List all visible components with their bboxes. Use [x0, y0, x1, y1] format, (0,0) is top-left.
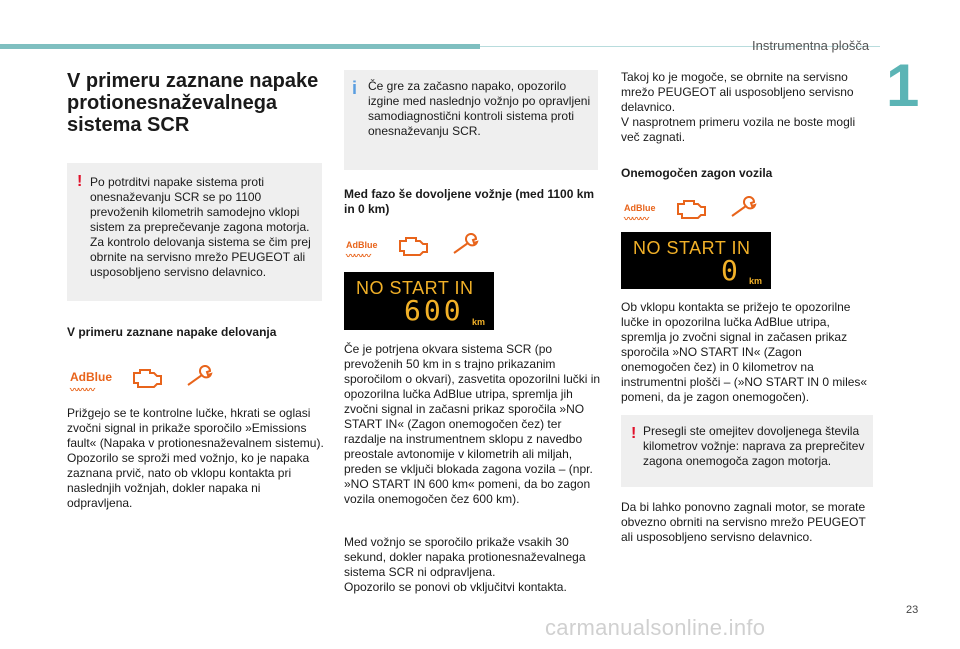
engine-icon: [396, 233, 432, 257]
no-start-display-0: [621, 232, 771, 289]
start-disabled-subheading: Onemogočen zagon vozila: [621, 166, 773, 180]
warning-box-left: [67, 163, 322, 301]
display-unit: km: [749, 276, 763, 286]
page-number: 23: [906, 604, 919, 616]
reminder-description: Med vožnjo se sporočilo prikaže vsakih 30 sekund, dokler napaka protionesnaževalnega sistema SCR ni odpravljena. Opozorilo se ponovi ob vključitvi kontakta.: [344, 535, 586, 594]
adblue-icon: AdBlue 〰〰〰: [70, 370, 112, 395]
display-value: 600: [404, 294, 464, 327]
display-value: 0: [721, 254, 741, 287]
warning-icon: !: [77, 173, 83, 190]
engine-icon: [674, 196, 710, 220]
adblue-icon: AdBlue 〰〰〰: [624, 203, 656, 224]
page-heading: V primeru zaznane napake protionesnaževalnega sistema SCR: [67, 70, 319, 136]
warning-text: Po potrditvi napake sistema proti onesnaževanju SCR se po 1100 prevoženih kilometrih samodejno vklopi sistem za preprečevanje zagona motorja. Za kontrolo delovanja sistema se čim prej obrnite na servisno mrežo PEUGEOT ali usposobljeno servisno delavnico.: [90, 175, 311, 279]
fault-subheading: V primeru zaznane napake delovanja: [67, 325, 277, 339]
display-label: NO START IN: [633, 238, 751, 258]
display-label: NO START IN: [356, 278, 474, 298]
chapter-number: 1: [886, 52, 920, 119]
warning-box-right: [621, 415, 873, 487]
engine-icon: [130, 365, 166, 389]
warning-lamps-row-right: [624, 193, 760, 223]
wrench-icon: [728, 196, 760, 220]
no-start-display-600: [344, 272, 494, 330]
info-icon: i: [352, 78, 358, 98]
section-title: Instrumentna plošča: [752, 38, 870, 53]
warning-lamps-row-left: [70, 362, 216, 395]
restart-advice: Da bi lahko ponovno zagnali motor, se morate obvezno obrniti na servisno mrežo PEUGEOT ali usposobljeno servisno delavnico.: [621, 500, 866, 544]
header-accent-bar: [0, 44, 480, 49]
adblue-icon: AdBlue 〰〰〰: [346, 240, 378, 261]
display-unit: km: [472, 317, 486, 327]
driving-phase-subheading: Med fazo še dovoljene vožnje (med 1100 km in 0 km): [344, 187, 595, 216]
warning-text: Presegli ste omejitev dovoljenega števila kilometrov vožnje: naprava za preprečitev zagona onemogoča zagon motorja.: [643, 424, 865, 468]
info-box: [344, 70, 598, 170]
start-disabled-description: Ob vklopu kontakta se prižejo te opozorilne lučke in opozorilna lučka AdBlue utripa, spremlja jo zvočni signal in začasen prikaz sporočila »NO START IN« (Zagon onemogočen čez) in 0 kilometrov na instrumentni plošči – (»NO START IN 0 miles« pomeni, da je zagon onemogočen).: [621, 300, 868, 404]
fault-description: Prižgejo se te kontrolne lučke, hkrati se oglasi zvočni signal in prikaže sporočilo »Emissions fault« (Napaka v protionesnaževalnem sistemu). Opozorilo se sproži med vožnjo, ko je napaka zaznana prvič, nato ob vklopu kontakta pri naslednjih vožnjah, dokler napaka ni odpravljena.: [67, 406, 324, 510]
contact-advice: Takoj ko je mogoče, se obrnite na servisno mrežo PEUGEOT ali usposobljeno servisno delavnico. V nasprotnem primeru vozila ne boste mogli več zagnati.: [621, 70, 856, 144]
wrench-icon: [450, 233, 482, 257]
warning-lamps-row-middle: [346, 230, 482, 260]
wrench-icon: [184, 365, 216, 389]
driving-phase-description: Če je potrjena okvara sistema SCR (po prevoženih 50 km in s trajno prikazanim sporočilom o okvari), zasvetita opozorilni lučki in opozorilna lučka AdBlue utripa, spremlja jih zvočni signal in začasni prikaz sporočila »NO START IN« (Zagon onemogočen čez) ter razdalje na instrumentnem sklopu z navedbo preostale avtonomije v kilometrih ali miljah, preden se vključi blokada zagona vozila – (npr. »NO START IN 600 km« pomeni, da bo zagon vozila onemogočen čez 600 km).: [344, 342, 601, 506]
warning-icon: !: [631, 425, 637, 442]
info-text: Če gre za začasno napako, opozorilo izgine med naslednjo vožnjo po opravljeni samodiagnostični kontroli sistema proti onesnaževanju SCR.: [368, 79, 591, 138]
watermark: carmanualsonline.info: [545, 615, 766, 640]
